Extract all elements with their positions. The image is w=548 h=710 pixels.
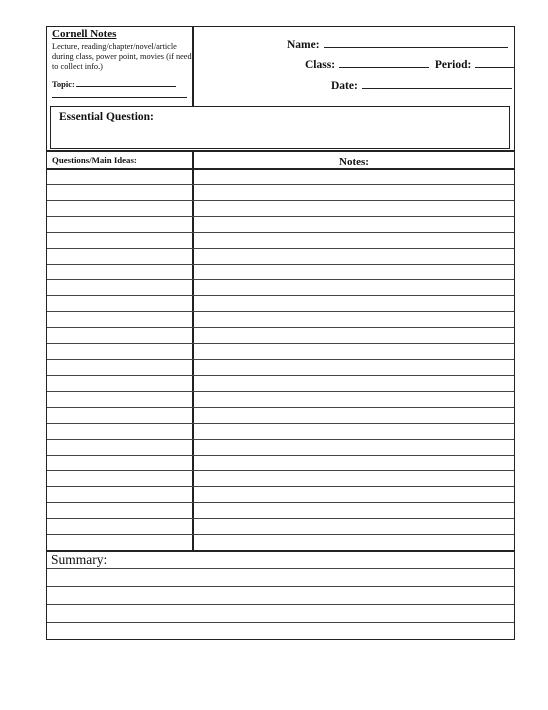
template-description: Lecture, reading/chapter/novel/article during class, power point, movies (if need to collect info.) [52, 42, 192, 71]
essential-question-label: Essential Question: [59, 111, 154, 123]
summary-label: Summary: [51, 552, 108, 567]
notes-rule-line [47, 200, 514, 201]
summary-rule-line [47, 604, 514, 605]
topic-line-2 [52, 97, 187, 98]
notes-rule-line [47, 486, 514, 487]
date-line [362, 78, 512, 89]
name-field[interactable] [287, 37, 508, 51]
cornell-notes-sheet [46, 26, 515, 640]
summary-section[interactable] [47, 550, 514, 641]
notes-rule-line [47, 311, 514, 312]
date-field[interactable] [331, 78, 512, 92]
notes-rule-line [47, 343, 514, 344]
notes-rule-line [47, 295, 514, 296]
topic-field[interactable] [52, 78, 176, 89]
notes-grid[interactable] [47, 168, 514, 550]
name-line [324, 37, 508, 48]
page-title: Cornell Notes [52, 28, 117, 40]
period-label: Period: [434, 59, 472, 71]
essential-question-box[interactable] [50, 106, 510, 149]
notes-rule-line [47, 216, 514, 217]
notes-rule-line [47, 375, 514, 376]
date-label: Date: [331, 80, 358, 92]
notes-rule-line [47, 502, 514, 503]
notes-rule-line [47, 184, 514, 185]
notes-rule-line [47, 232, 514, 233]
notes-rule-line [47, 534, 514, 535]
class-line [339, 57, 429, 68]
notes-rule-line [47, 518, 514, 519]
header-divider [192, 27, 194, 105]
summary-rule-line [47, 586, 514, 587]
notes-rule-line [47, 439, 514, 440]
summary-top-rule [47, 550, 514, 552]
questions-column-header: Questions/Main Ideas: [52, 155, 137, 165]
topic-label: Topic: [52, 79, 75, 89]
notes-rule-line [47, 327, 514, 328]
notes-grid-top-rule [47, 168, 514, 170]
class-label: Class: [305, 59, 336, 71]
notes-rule-line [47, 359, 514, 360]
column-header-top-rule [47, 150, 514, 152]
notes-column-header: Notes: [339, 156, 369, 168]
summary-rule-line [47, 622, 514, 623]
notes-rule-line [47, 407, 514, 408]
notes-rule-line [47, 279, 514, 280]
notes-rule-line [47, 470, 514, 471]
notes-rule-line [47, 423, 514, 424]
notes-rule-line [47, 264, 514, 265]
column-header-divider [192, 150, 194, 168]
notes-rule-line [47, 455, 514, 456]
summary-rule-line [47, 568, 514, 569]
period-line [475, 57, 515, 68]
topic-line [76, 78, 176, 87]
class-period-field[interactable] [305, 57, 515, 71]
notes-rule-line [47, 391, 514, 392]
notes-rule-line [47, 248, 514, 249]
name-label: Name: [287, 39, 320, 51]
